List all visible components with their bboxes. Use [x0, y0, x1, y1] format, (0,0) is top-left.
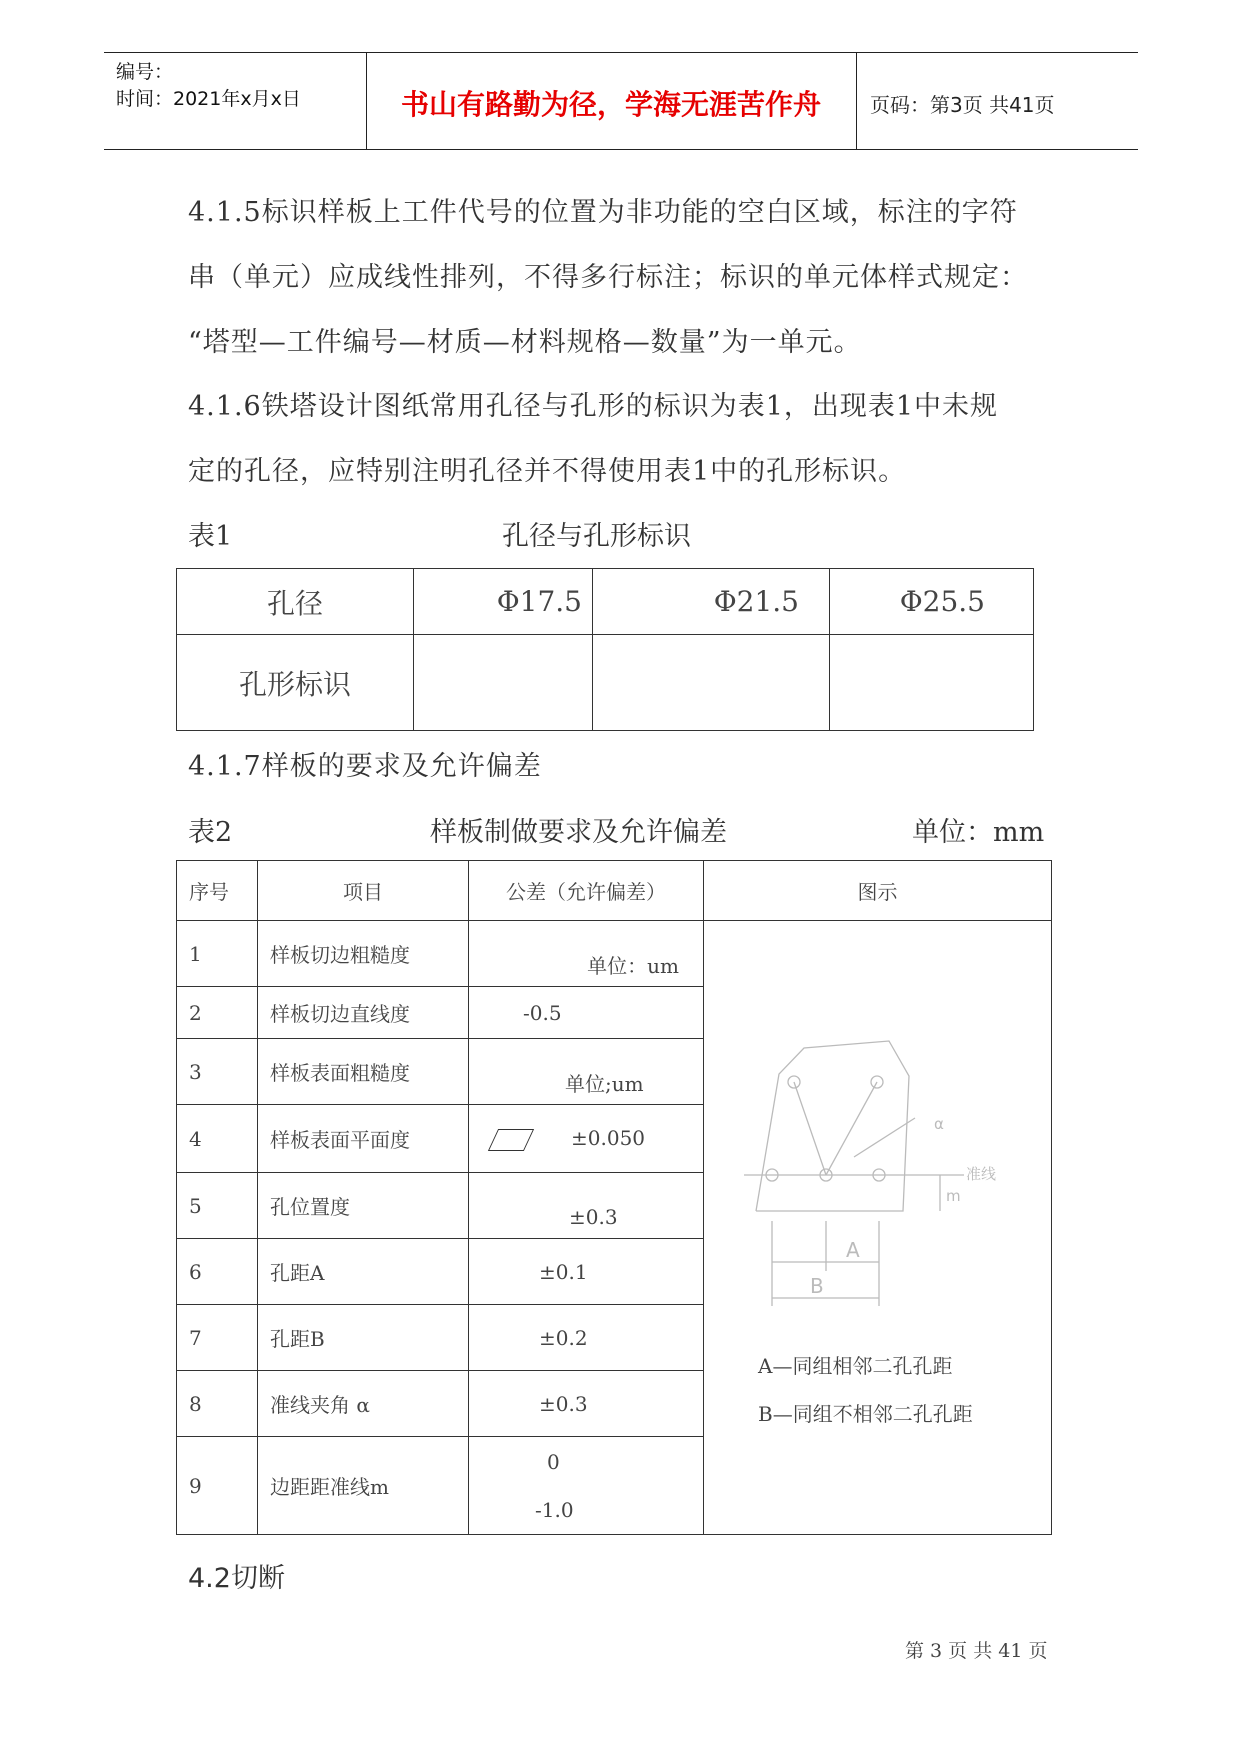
section-4-1-7-heading: 4.1.7样板的要求及允许偏差: [188, 751, 542, 782]
table2-row-tolerance: 单位：um: [469, 921, 704, 987]
table2-row-no: 9: [177, 1437, 258, 1535]
page-header: [104, 52, 1138, 150]
diagram-label-m: m: [946, 1187, 961, 1205]
table2-row-no: 2: [177, 987, 258, 1039]
table2-diagram-cell: [704, 921, 1052, 1535]
table2-row-no: 1: [177, 921, 258, 987]
table2-row-item: 样板切边直线度: [258, 987, 469, 1039]
table2-row-no: 4: [177, 1105, 258, 1173]
table2-row-item: 边距距准线m: [258, 1437, 469, 1535]
table2-row-item: 样板表面平面度: [258, 1105, 469, 1173]
table2-row-tolerance: ±0.1: [469, 1239, 704, 1305]
table1-shape-cell: [414, 635, 593, 731]
document-date: 时间：2021年x月x日: [116, 88, 301, 110]
table1-header-hole-shape: 孔形标识: [177, 635, 414, 731]
table1-label: 表1: [188, 521, 233, 552]
table2-title: 样板制做要求及允许偏差: [430, 817, 727, 848]
table1-title: 孔径与孔形标识: [502, 521, 691, 552]
table2-row-tolerance: ±0.2: [469, 1305, 704, 1371]
table2-unit: 单位：mm: [912, 817, 1045, 848]
table2-row-tolerance: ±0.3: [469, 1371, 704, 1437]
table2-row-tolerance: [469, 1105, 704, 1173]
table2-row-tolerance: -0.5: [469, 987, 704, 1039]
table1-diameter-cell: Φ17.5: [414, 569, 593, 635]
diagram-label-b: B: [810, 1274, 824, 1298]
header-meta: [116, 59, 301, 113]
paragraph-4-1-5-line3: “塔型—工件编号—材质—材料规格—数量”为一单元。: [188, 327, 862, 358]
table2-label: 表2: [188, 817, 233, 848]
page-footer: 第 3 页 共 41 页: [905, 1640, 1048, 1662]
table2-row-no: 7: [177, 1305, 258, 1371]
flatness-tolerance-value: ±0.050: [571, 1126, 646, 1151]
template-outline: [756, 1041, 909, 1211]
table2-row-no: 6: [177, 1239, 258, 1305]
header-divider: [856, 53, 857, 149]
table2-row-no: 3: [177, 1039, 258, 1105]
header-page-number: 页码：第3页 共41页: [870, 93, 1055, 117]
document-number-label: 编号：: [116, 61, 174, 83]
diagram-note-b: B—同组不相邻二孔孔距: [758, 1402, 973, 1426]
table2-row-no: 5: [177, 1173, 258, 1239]
table2-row-tolerance: ±0.3: [469, 1173, 704, 1239]
paragraph-4-1-6-line2: 定的孔径，应特别注明孔径并不得使用表1中的孔形标识。: [188, 456, 907, 487]
table2-row-item: 样板切边粗糙度: [258, 921, 469, 987]
flatness-symbol-icon: [488, 1129, 534, 1151]
paragraph-4-1-5-line2: 串（单元）应成线性排列，不得多行标注；标识的单元体样式规定：: [188, 262, 1028, 293]
paragraph-4-1-6-line1: 4.1.6铁塔设计图纸常用孔径与孔形的标识为表1，出现表1中未规: [188, 391, 999, 422]
table2-header-diagram: 图示: [704, 861, 1052, 921]
template-tolerance-table: [176, 860, 1052, 1535]
table2-row-item: 孔距A: [258, 1239, 469, 1305]
table2-row-tolerance: [469, 1437, 704, 1535]
table2-row-item: 孔位置度: [258, 1173, 469, 1239]
table2-row-no: 8: [177, 1371, 258, 1437]
diagram-label-alpha: α: [934, 1115, 944, 1133]
section-4-2-heading: 4.2切断: [188, 1563, 285, 1594]
table2-header-no: 序号: [177, 861, 258, 921]
table1-diameter-cell: Φ21.5: [593, 569, 830, 635]
table2-row-item: 孔距B: [258, 1305, 469, 1371]
template-diagram: [704, 921, 1064, 1521]
header-motto: 书山有路勤为径，学海无涯苦作舟: [400, 88, 821, 121]
table2-row-tolerance: 单位;um: [469, 1039, 704, 1105]
hole-diameter-table: [176, 568, 1034, 731]
table2-header-tolerance: 公差（允许偏差）: [469, 861, 704, 921]
table1-header-diameter: 孔径: [177, 569, 414, 635]
table1-shape-cell: [830, 635, 1034, 731]
table2-row-item: 样板表面粗糙度: [258, 1039, 469, 1105]
paragraph-4-1-5-line1: 4.1.5标识样板上工件代号的位置为非功能的空白区域，标注的字符: [188, 197, 1018, 228]
edge-tolerance-upper: 0: [547, 1449, 560, 1474]
diagram-label-a: A: [846, 1238, 860, 1262]
diagram-note-a: A—同组相邻二孔孔距: [758, 1354, 953, 1378]
edge-tolerance-lower: -1.0: [535, 1497, 574, 1522]
diagram-label-line: 准线: [966, 1165, 997, 1183]
table2-row-item: 准线夹角 α: [258, 1371, 469, 1437]
table1-shape-cell: [593, 635, 830, 731]
table1-diameter-cell: Φ25.5: [830, 569, 1034, 635]
table2-header-item: 项目: [258, 861, 469, 921]
